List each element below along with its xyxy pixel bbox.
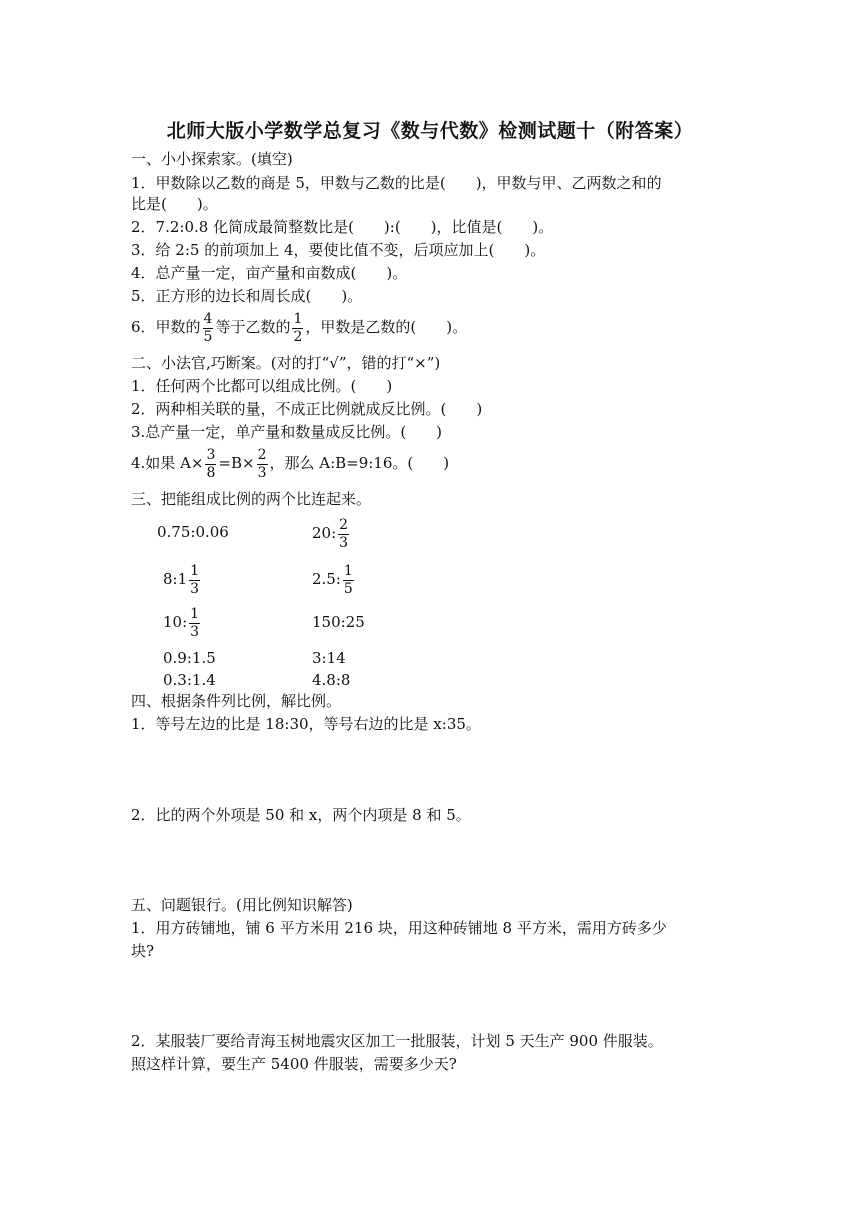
s1-question-5: 5．正方形的边长和周长成( )。 — [131, 287, 363, 305]
s2-q4-fraction-2 — [257, 447, 268, 482]
left-ratio-1: 0.75:0.06 — [157, 523, 229, 541]
s5-question-2-line-2: 照这样计算，要生产 5400 件服装，需要多少天? — [131, 1055, 457, 1073]
s1-question-1-line-2: 比是( )。 — [131, 195, 218, 213]
left-ratio-4: 0.9:1.5 — [163, 649, 216, 667]
left-ratio-2 — [163, 558, 202, 600]
right-ratio-2-numerator: 1 — [343, 562, 353, 579]
right-ratio-2-prefix: 2.5: — [312, 570, 341, 588]
q6-suffix: ，甲数是乙数的( )。 — [305, 318, 468, 336]
s2-q4-middle: =B× — [218, 454, 255, 472]
s2-q4-prefix: 4.如果 A× — [131, 454, 204, 472]
s5-question-1-line-1: 1．用方砖铺地，铺 6 平方米用 216 块，用这种砖铺地 8 平方米，需用方砖多少 — [131, 919, 667, 937]
left-ratio-3-numerator: 1 — [190, 605, 200, 622]
q6-f2-denominator: 2 — [293, 328, 303, 345]
left-ratio-5: 0.3:1.4 — [163, 671, 216, 689]
q6-prefix: 6．甲数的 — [131, 318, 201, 336]
left-ratio-3-fraction — [189, 606, 200, 641]
right-ratio-1-denominator: 3 — [339, 534, 349, 551]
s1-question-4: 4．总产量一定，亩产量和亩数成( )。 — [131, 264, 408, 282]
s2-question-1: 1．任何两个比都可以组成比例。( ) — [131, 377, 393, 395]
section-5-heading: 五、问题银行。(用比例知识解答) — [131, 896, 353, 914]
right-ratio-5: 4.8:8 — [312, 671, 351, 689]
left-ratio-2-denominator: 3 — [190, 580, 200, 597]
s1-question-6 — [131, 306, 467, 348]
s4-question-2: 2．比的两个外项是 50 和 x，两个内项是 8 和 5。 — [131, 806, 471, 824]
q6-f1-denominator: 5 — [203, 328, 213, 345]
s2-q4-f2-denominator: 3 — [257, 464, 267, 481]
s2-q4-fraction-1 — [205, 447, 216, 482]
left-ratio-2-prefix: 8:1 — [163, 570, 188, 588]
s5-question-1-line-2: 块? — [131, 942, 155, 960]
s2-q4-f2-numerator: 2 — [257, 446, 267, 463]
s2-q4-suffix: ，那么 A:B=9:16。( ) — [269, 454, 450, 472]
right-ratio-1-fraction — [338, 517, 349, 552]
q6-fraction-1 — [203, 311, 214, 346]
section-2-heading: 二、小法官,巧断案。(对的打“√”，错的打“×”) — [131, 354, 441, 372]
q6-f1-numerator: 4 — [203, 310, 213, 327]
s2-q4-f1-denominator: 8 — [206, 464, 216, 481]
q6-middle: 等于乙数的 — [215, 318, 291, 336]
left-ratio-3-prefix: 10: — [163, 613, 188, 631]
s4-question-1: 1．等号左边的比是 18:30，等号右边的比是 x:35。 — [131, 715, 481, 733]
page-title: 北师大版小学数学总复习《数与代数》检测试题十（附答案） — [166, 120, 694, 142]
s2-q4-f1-numerator: 3 — [206, 446, 216, 463]
right-ratio-2 — [312, 558, 356, 600]
s1-question-3: 3．给 2:5 的前项加上 4，要使比值不变，后项应加上( )。 — [131, 241, 546, 259]
section-1-heading: 一、小小探索家。(填空) — [131, 150, 293, 168]
q6-fraction-2 — [292, 311, 303, 346]
right-ratio-2-denominator: 5 — [343, 580, 353, 597]
q6-f2-numerator: 1 — [293, 310, 303, 327]
right-ratio-1 — [312, 512, 351, 554]
left-ratio-2-numerator: 1 — [190, 562, 200, 579]
s2-question-4 — [131, 442, 449, 484]
s5-question-2-line-1: 2．某服装厂要给青海玉树地震灾区加工一批服装，计划 5 天生产 900 件服装。 — [131, 1032, 663, 1050]
right-ratio-4: 3:14 — [312, 649, 346, 667]
s1-question-2: 2．7.2:0.8 化简成最简整数比是( ):( )，比值是( )。 — [131, 218, 554, 236]
right-ratio-2-fraction — [343, 563, 354, 598]
section-4-heading: 四、根据条件列比例，解比例。 — [131, 692, 342, 710]
right-ratio-1-prefix: 20: — [312, 524, 337, 542]
s1-question-1-line-1: 1．甲数除以乙数的商是 5，甲数与乙数的比是( )，甲数与甲、乙两数之和的 — [131, 174, 662, 192]
left-ratio-3-denominator: 3 — [190, 623, 200, 640]
right-ratio-1-numerator: 2 — [339, 516, 349, 533]
s2-question-2: 2．两种相关联的量，不成正比例就成反比例。( ) — [131, 400, 483, 418]
left-ratio-2-fraction — [189, 563, 200, 598]
right-ratio-3: 150:25 — [312, 613, 365, 631]
left-ratio-3 — [163, 601, 202, 643]
s2-question-3: 3.总产量一定，单产量和数量成反比例。( ) — [131, 423, 443, 441]
section-3-heading: 三、把能组成比例的两个比连起来。 — [131, 490, 372, 508]
